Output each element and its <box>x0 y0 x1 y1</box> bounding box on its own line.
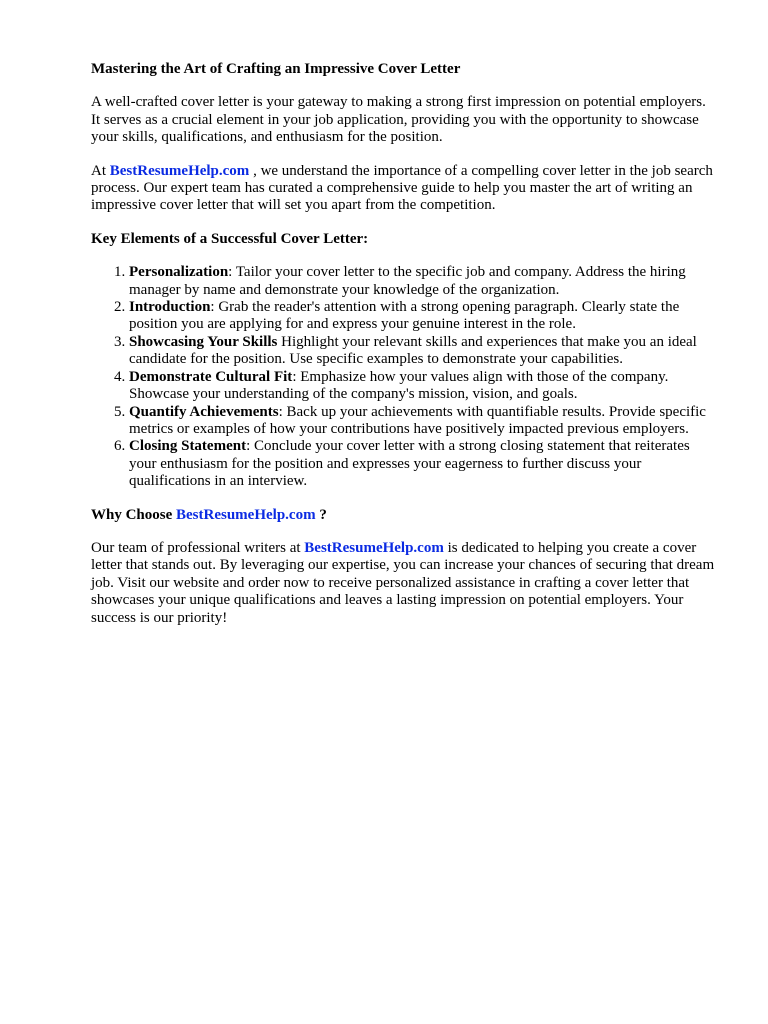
list-item-text: Grab the reader's attention with a strong opening paragraph. Clearly state the position you are applying for and express your genuine interest in the role. <box>129 299 680 333</box>
why-heading-after: ? <box>315 506 327 523</box>
list-item-term: Demonstrate Cultural Fit <box>129 368 293 385</box>
list-item <box>129 264 718 299</box>
list-item-term: Quantify Achievements <box>129 403 279 420</box>
list-item-separator: : <box>292 368 301 385</box>
list-item-text: Emphasize how your values align with those of the company. Showcase your understanding of the company's mission, vision, and goals. <box>129 368 669 403</box>
bestresumehelp-link[interactable]: BestResumeHelp.com <box>304 539 444 556</box>
why-heading-before: Why Choose <box>91 506 177 523</box>
about-text-after: , we understand the importance of a compelling cover letter in the job search process. Our expert team has curated a comprehensive guide to help you master the art of writing an impressive cover letter that will set you apart from the competition. <box>91 162 713 214</box>
key-elements-list <box>91 264 718 490</box>
list-item-separator: : <box>278 403 287 420</box>
list-item <box>129 404 718 439</box>
list-item-text: Tailor your cover letter to the specific job and company. Address the hiring manager by name and demonstrate your knowledge of the organization. <box>129 264 686 298</box>
bestresumehelp-link[interactable]: BestResumeHelp.com <box>176 506 316 523</box>
list-item-term: Showcasing Your Skills <box>129 333 278 350</box>
key-elements-heading: Key Elements of a Successful Cover Letter: <box>91 230 369 247</box>
list-item-term: Closing Statement <box>129 438 247 455</box>
list-item-separator: : <box>228 264 236 281</box>
list-item-term: Introduction <box>129 299 211 316</box>
list-item <box>129 299 718 334</box>
list-item <box>129 369 718 404</box>
list-item-text: Highlight your relevant skills and experiences that make you an ideal candidate for the position. Use specific examples to demonstrate your capabilities. <box>129 333 697 368</box>
intro-paragraph: A well-crafted cover letter is your gateway to making a strong first impression on potential employers. It serves as a crucial element in your job application, providing you with the opportunity to showcase your skills, qualifications, and enthusiasm for the position. <box>91 94 706 146</box>
about-text-before: At <box>91 162 110 179</box>
closing-text-before: Our team of professional writers at <box>91 539 305 556</box>
about-paragraph <box>91 163 718 215</box>
list-item-text: Conclude your cover letter with a strong closing statement that reiterates your enthusiasm for the position and expresses your eagerness to further discuss your qualifications in an interview. <box>129 438 690 490</box>
page-title: Mastering the Art of Crafting an Impressive Cover Letter <box>91 61 461 77</box>
list-item-text: Back up your achievements with quantifiable results. Provide specific metrics or examples of how your contributions have positively impacted previous employers. <box>129 403 706 437</box>
list-item-term: Personalization <box>129 264 229 281</box>
closing-text-after: is dedicated to helping you create a cover letter that stands out. By leveraging our expertise, you can increase your chances of securing that dream job. Visit our website and order now to receive personalized assistance in crafting a cover letter that showcases your unique qualifications and leaves a lasting impression on potential employers. Your success is our priority! <box>91 539 715 626</box>
list-item <box>129 438 718 490</box>
bestresumehelp-link[interactable]: BestResumeHelp.com <box>109 162 250 179</box>
list-item-separator: : <box>246 438 254 455</box>
list-item-separator: : <box>210 299 219 316</box>
closing-paragraph <box>91 540 718 627</box>
list-item <box>129 334 718 369</box>
why-choose-heading <box>91 507 718 524</box>
